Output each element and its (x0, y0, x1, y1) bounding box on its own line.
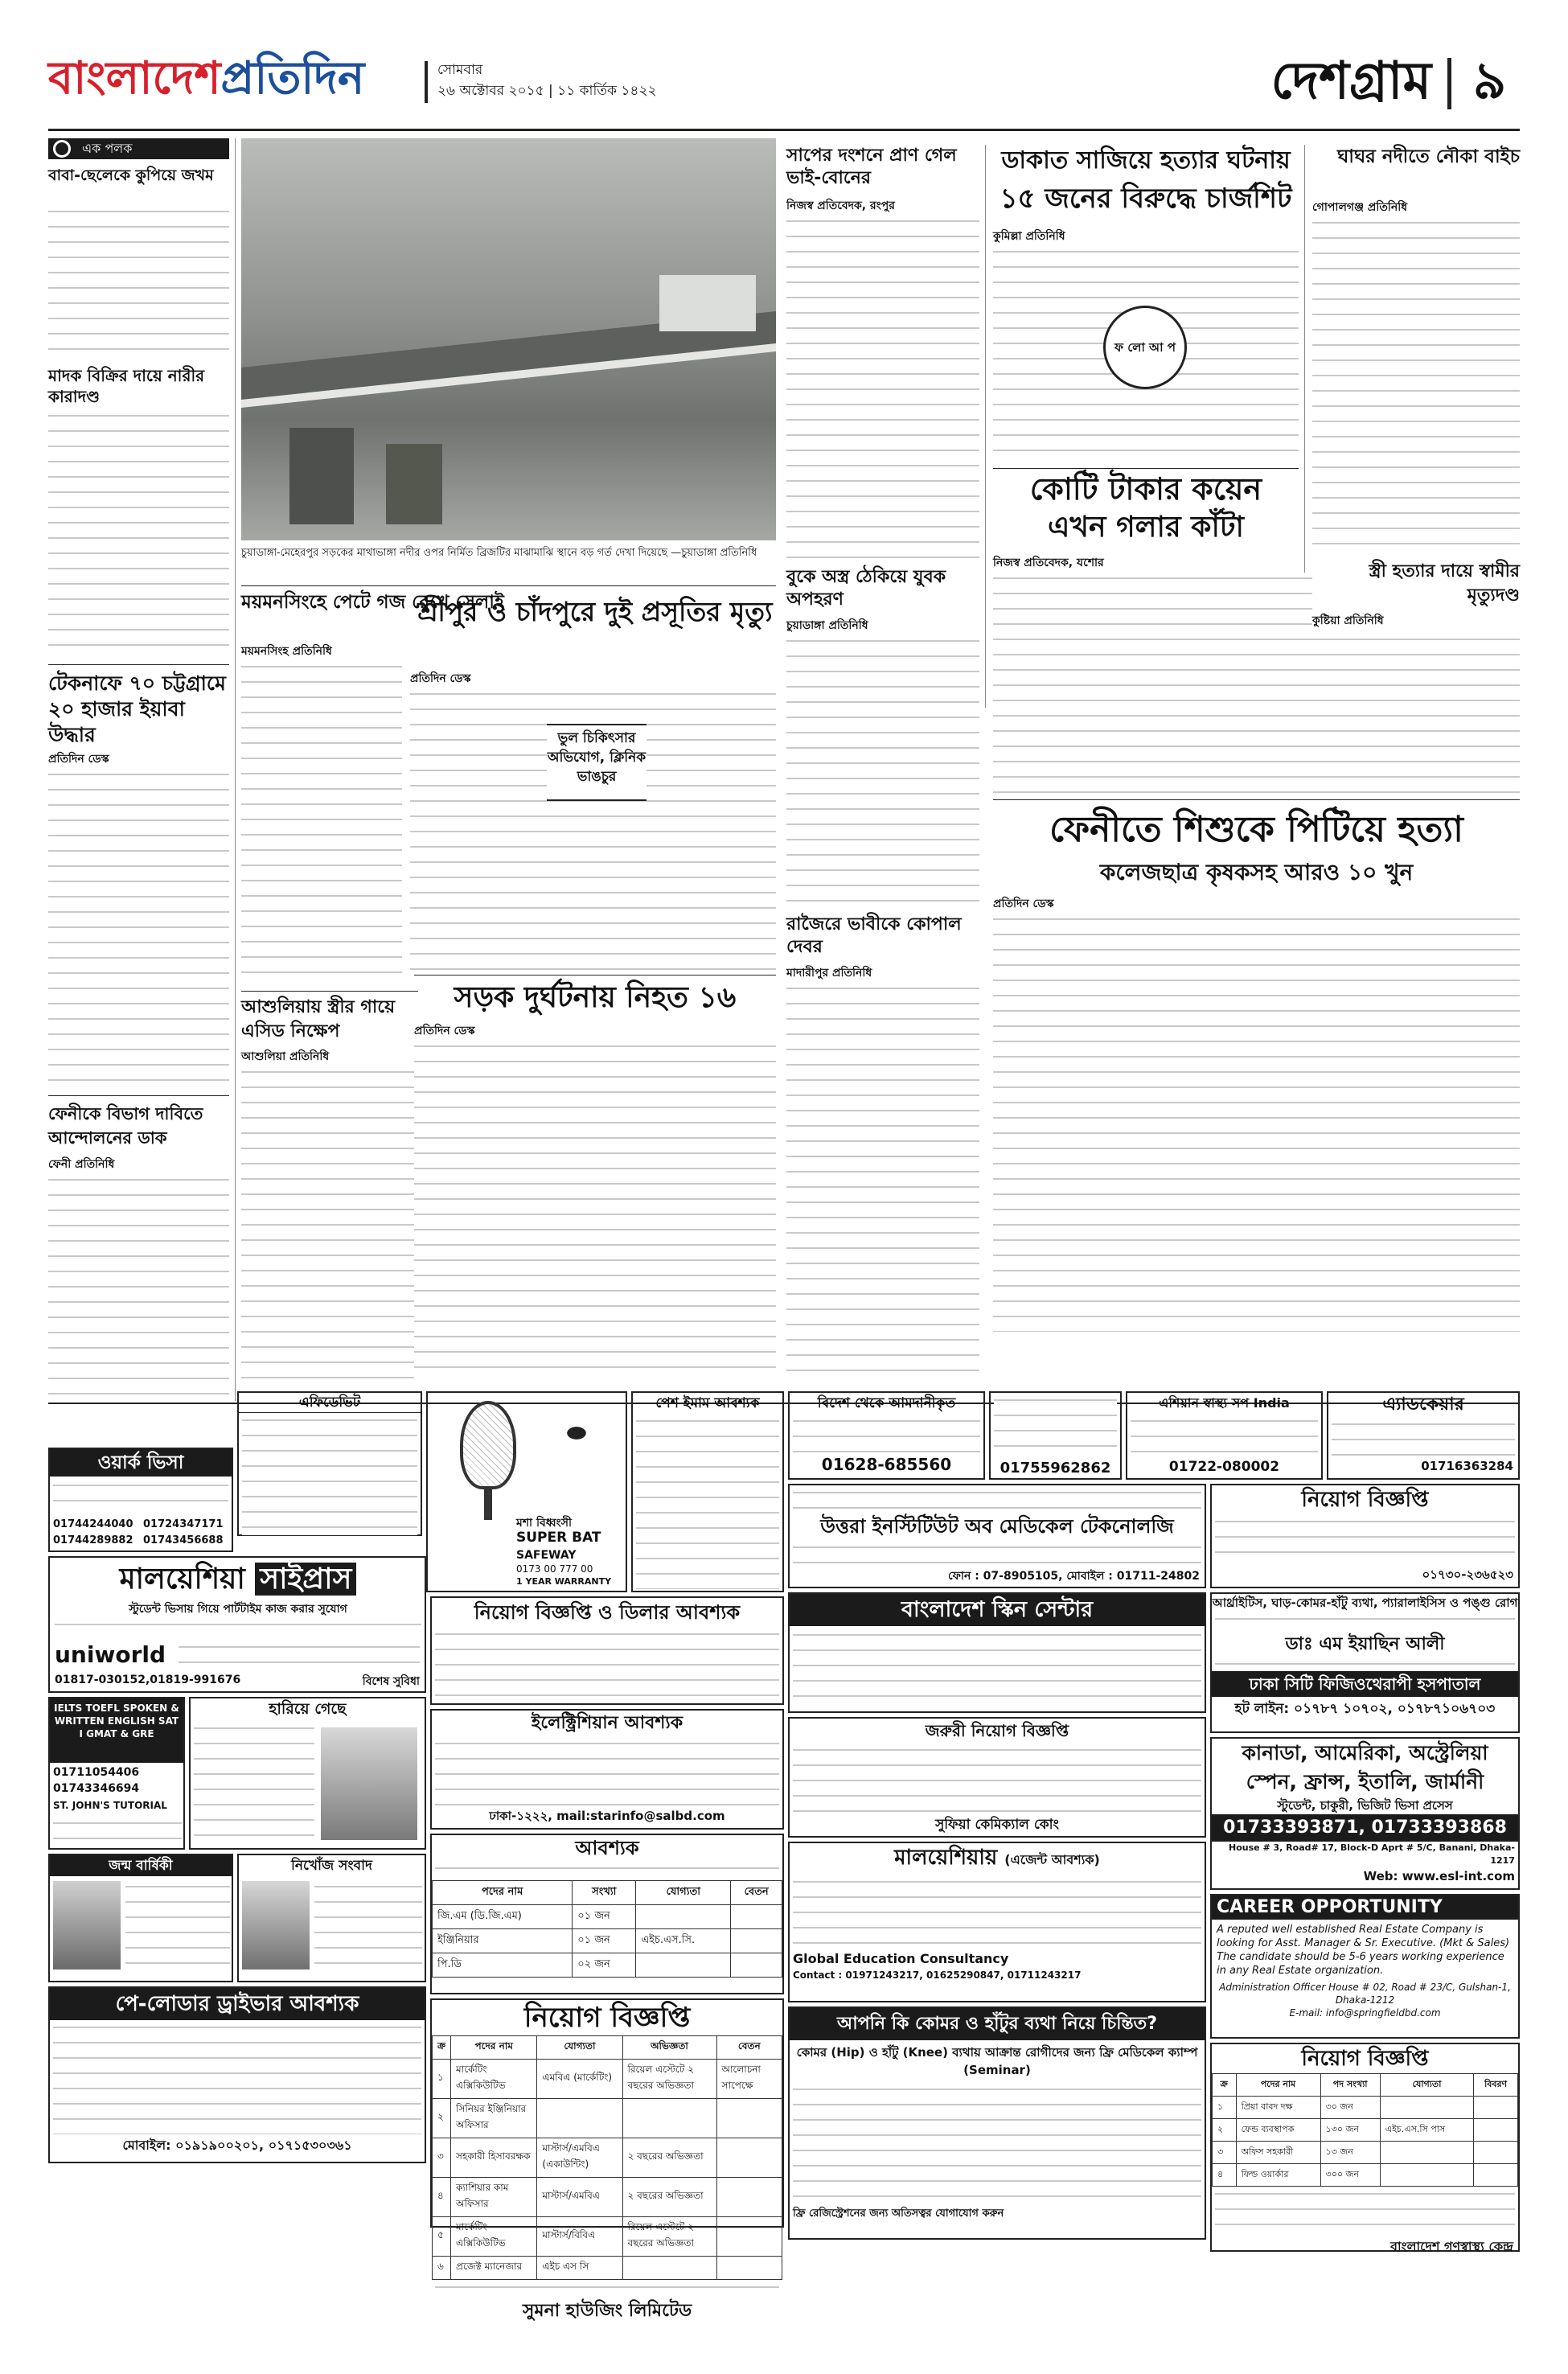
lost-ad: হারিয়ে গেছে (189, 1697, 426, 1850)
table-cell (622, 2099, 716, 2138)
table-header-cell: ক্র (1213, 2074, 1237, 2097)
uniworld-logo: uniworld (55, 1641, 166, 1668)
table-cell: ইঞ্জিনিয়ার (433, 1929, 573, 1953)
table-row (433, 2178, 782, 2217)
abossok-ad: আবশ্যক পদের নাম সংখ্যা যোগ্যতা বেতন জি.এম (ডি.জি.এম) ০১ জন ইঞ্জিনিয়ার ০১ জন এইচ.এস.সি. পি.ডি ০২ জন (430, 1834, 784, 1994)
table-cell: ২ (433, 2099, 451, 2138)
ielts-ad: IELTS TOEFL SPOKEN & WRITTEN ENGLISH SAT I GMAT & GRE 01711054406 01743346694 ST. JOHN'S TUTORIAL (48, 1697, 185, 1850)
masthead-date: ২৬ অক্টোবর ২০১৫ | ১১ কার্তিক ১৪২২ (437, 83, 657, 99)
masthead-day: সোমবার (437, 62, 483, 78)
table-row (433, 2217, 782, 2257)
asian-health-ad: এশিয়ান স্বাস্থ্য সপ India 01722-080002 (1126, 1391, 1323, 1480)
feni-subheadline: কলেজছাত্র কৃষকসহ আরও ১০ খুন (1099, 859, 1414, 885)
table-cell (636, 1953, 731, 1978)
table-cell: মার্কেটিং এক্সিকিউটিভ (451, 2217, 537, 2257)
table-cell: প্রজেক্ট ম্যানেজার (451, 2257, 537, 2280)
bridge-photo (241, 138, 776, 540)
table-cell: ৩০০ জন (1320, 2164, 1380, 2187)
table-cell (1474, 2164, 1518, 2187)
birthday-ad: জন্ম বার্ষিকী (48, 1854, 233, 1982)
story-body (993, 914, 1520, 1332)
story-headline: ফেনীকে বিভাগ দাবিতে আন্দোলনের ডাক (48, 1104, 203, 1148)
missing-ad: নিখোঁজ সংবাদ (237, 1854, 426, 1982)
missing-person-photo (242, 1881, 310, 1969)
dakat-headline-line2: ১৫ জনের বিরুদ্ধে চার্জশিট (999, 183, 1292, 215)
big-niyog-table (432, 2035, 782, 2280)
wife-headline: স্ত্রী হত্যার দায়ে স্বামীর মৃত্যুদণ্ড (1312, 560, 1520, 610)
story-body (241, 1066, 418, 1380)
table-cell: ৩ (1213, 2142, 1237, 2164)
story-body (48, 769, 229, 1090)
story-byline: চুয়াডাঙ্গা প্রতিনিধি (786, 619, 868, 632)
table-cell: জি.এম (ডি.জি.এম) (433, 1905, 573, 1929)
electrician-ad: ইলেক্ট্রিশিয়ান আবশ্যক ঢাকা-১২২২, mail:starinfo@salbd.com (430, 1709, 784, 1830)
table-header-cell: পদ সংখ্যা (1320, 2074, 1380, 2097)
acid-headline: আশুলিয়ায় স্ত্রীর গায়ে এসিড নিক্ষেপ (241, 997, 396, 1041)
uttara-institute-ad: উত্তরা ইনস্টিটিউট অব মেডিকেল টেকনোলজি ফোন : 07-8905105, মোবাইল : 01711-24802 (788, 1484, 1206, 1588)
story-headline: মাদক বিক্রির দায়ে নারীর কারাদণ্ড (48, 366, 205, 406)
table-cell: এমবিএ (মার্কেটিং) (537, 2060, 622, 2099)
br-niyog-ad: নিয়োগ বিজ্ঞপ্তি ক্র পদের নাম পদ সংখ্যা যোগ্যতা বিবরণ ১ প্রিয়া বাবদ দক্ষ ৩০ জন ২ ফেন্ড ব্যবস্থাপক ১৩০ জন এইচ.এস.সি পাস ৩ অফিস সহকারী ১৩ জন ৪ ফিল্ড ওয়ার্কার ৩০০ জন বাংলাদেশ গণস্বাস্থ্য কেন্দ্র (1210, 2043, 1520, 2252)
abossok-table (432, 1880, 782, 1978)
knife-headline: বুকে অস্ত্র ঠেকিয়ে যুবক অপহরণ (786, 567, 946, 610)
skin-center-ad: বাংলাদেশ স্কিন সেন্টার (788, 1592, 1206, 1713)
story-body (414, 1041, 776, 1380)
table-row (433, 1953, 782, 1978)
table-cell: ০২ জন (573, 1953, 636, 1978)
bat-racket-icon (460, 1401, 516, 1489)
table-cell: মাস্টার্স/এমবিএ (537, 2178, 622, 2217)
mosquito-bat-ad: মশা বিধ্বংসী SUPER BAT SAFEWAY 0173 00 777 00 1 YEAR WARRANTY (426, 1391, 627, 1592)
table-header-cell: যোগ্যতা (1380, 2074, 1474, 2097)
table-cell (716, 2099, 782, 2138)
table-cell: ক্যাশিয়ার কাম অফিসার (451, 2178, 537, 2217)
story-byline: গোপালগঞ্জ প্রতিনিধি (1312, 201, 1408, 214)
affidavit-ad: এফিডেভিট (237, 1391, 422, 1536)
story-byline: ফেনী প্রতিনিধি (48, 1158, 115, 1171)
lotion-ad: 01755962862 (989, 1391, 1122, 1480)
table-cell: মার্কেটিং এক্সিকিউটিভ (451, 2060, 537, 2099)
table-header-cell: সংখ্যা (573, 1881, 636, 1905)
table-row (433, 2060, 782, 2099)
boat-headline: ঘাঘর নদীতে নৌকা বাইচ (1337, 146, 1520, 167)
table-cell (1380, 2142, 1474, 2164)
table-cell: মাস্টার্স/বিবিএ (537, 2217, 622, 2257)
table-row (1213, 2142, 1518, 2164)
table-header-cell: বিবরণ (1474, 2074, 1518, 2097)
career-ad: CAREER OPPORTUNITY A reputed well established Real Estate Company is looking for Asst. Manager & Sr. Executive. (Mkt & Sales) The candidate should be 5-6 years working experience in any Real Estate organization. Administration Officer House # 02, Road # 23/C, Gulshan-1, Dhaka-1212 E-mail: info@springfieldbd.com (1210, 1894, 1520, 2039)
table-row (433, 2257, 782, 2280)
table-cell: ৪ (1213, 2164, 1237, 2187)
sreepur-headline: শ্রীপুর ও চাঁদপুরে দুই প্রসূতির মৃত্যু (417, 596, 773, 627)
table-cell: ৬ (433, 2257, 451, 2280)
table-header-cell: অভিজ্ঞতা (622, 2036, 716, 2060)
table-row (1213, 2164, 1518, 2187)
story-byline: প্রতিদিন ডেস্ক (414, 1025, 475, 1037)
table-cell: এইচ.এস.সি পাস (1380, 2119, 1474, 2142)
snake-headline: সাপের দংশনে প্রাণ গেল ভাই-বোনের (786, 146, 957, 188)
table-cell (1380, 2164, 1474, 2187)
table-cell (537, 2099, 622, 2138)
story-body (786, 216, 979, 561)
acupuncture-ad: এ্যাডকেয়ার 01716363284 (1327, 1391, 1520, 1480)
story-body (786, 983, 979, 1385)
table-header-cell: বেতন (731, 1881, 782, 1905)
table-cell (716, 2138, 782, 2178)
dealer-ad: নিয়োগ বিজ্ঞপ্তি ও ডিলার আবশ্যক (430, 1596, 784, 1705)
coin-headline-line1: কোটি টাকার কয়েন (1029, 471, 1262, 507)
table-row (433, 2138, 782, 2178)
malaysia-agent-ad: মালয়েশিয়ায় (এজেন্ট আবশ্যক) Global Education Consultancy Contact : 01971243217, 01625290847, 01711243217 (788, 1842, 1206, 2002)
road-headline: সড়ক দুর্ঘটনায় নিহত ১৬ (454, 981, 737, 1014)
table-cell (1474, 2142, 1518, 2164)
table-cell (716, 2257, 782, 2280)
table-cell: ১ (1213, 2097, 1237, 2119)
sreepur-pullquote: ভুল চিকিৎসার অভিযোগ, ক্লিনিক ভাঙচুর (547, 724, 646, 801)
story-body (1312, 217, 1520, 555)
table-row (1213, 2097, 1518, 2119)
table-cell: ১৩০ জন (1320, 2119, 1380, 2142)
table-cell: অফিস সহকারী (1236, 2142, 1320, 2164)
story-byline: আশুলিয়া প্রতিনিধি (241, 1050, 330, 1063)
table-cell (1474, 2097, 1518, 2119)
table-cell: ১ (433, 2060, 451, 2099)
ek-polok-label: এক পলক (48, 138, 229, 159)
big-niyog-ad: নিয়োগ বিজ্ঞপ্তি ক্র পদের নাম যোগ্যতা অভিজ্ঞতা বেতন ১ মার্কেটিং এক্সিকিউটিভ এমবিএ (মার্কেটিং) রিয়েল এস্টেটে ২ বছরের অভিজ্ঞতা আলোচনা সাপেক্ষে ২ সিনিয়র ইঞ্জিনিয়ার অফিসার ৩ সহকারী হিসাবরক্ষক মাস্টার্স/এমবিএ (একাউন্টিং) ২ বছরের অভিজ্ঞতা ৪ ক্যাশিয়ার কাম অফিসার মাস্টার্স/এমবিএ ২ বছরের অভিজ্ঞতা ৫ মার্কেটিং এক্সিকিউটিভ মাস্টার্স/বিবিএ রিয়েল এস্টেটে ২ বছরের অভিজ্ঞতা ৬ প্রজেক্ট ম্যানেজার এইচ এস সি সুমনা হাউজিং লিমিটেড (430, 1998, 784, 2228)
table-cell: এইচ.এস.সি. (636, 1929, 731, 1953)
section-title: দেশগ্রাম (1270, 51, 1431, 111)
table-cell: ২ বছরের অভিজ্ঞতা (622, 2138, 716, 2178)
table-cell: ৩ (433, 2138, 451, 2178)
photo-caption: চুয়াডাঙ্গা-মেহেরপুর সড়কের মাথাভাঙ্গা নদীর ওপর নির্মিত ব্রিজটির মাঝামাঝি স্থানে বড় গর্ত দেখা দিয়েছে —চুয়াডাঙ্গা প্রতিনিধি (241, 547, 757, 559)
story-byline: প্রতিদিন ডেস্ক (993, 897, 1054, 910)
malaysia-cyprus-ad: মালয়েশিয়া সাইপ্রাস স্টুডেন্ট ভিসায় গিয়ে পার্টটাইম কাজ করার সুযোগ uniworld 01817-030152,01819-991676 বিশেষ সুবিধা (48, 1556, 426, 1693)
table-header-cell: পদের নাম (451, 2036, 537, 2060)
dakat-headline-line1: ডাকাত সাজিয়ে হত্যার ঘটনায় (1001, 146, 1291, 175)
story-headline: টেকনাফে ৭০ চট্টগ্রামে ২০ হাজার ইয়াবা উদ্ধার (48, 672, 226, 746)
table-cell: রিয়েল এস্টেটে ২ বছরের অভিজ্ঞতা (622, 2060, 716, 2099)
page-number: ৯ (1472, 51, 1507, 111)
table-header-cell: পদের নাম (433, 1881, 573, 1905)
table-cell: ৫ (433, 2217, 451, 2257)
table-cell: পি.ডি (433, 1953, 573, 1978)
story-byline: মাদারীপুর প্রতিনিধি (786, 967, 872, 980)
niyog-top-ad: নিয়োগ বিজ্ঞপ্তি ০১৭৩০-২৩৬৫২৩ (1210, 1484, 1520, 1588)
table-cell (716, 2217, 782, 2257)
birthday-person-photo (53, 1881, 121, 1969)
table-cell: রিয়েল এস্টেটে ২ বছরের অভিজ্ঞতা (622, 2217, 716, 2257)
jorury-niyog-ad: জরুরী নিয়োগ বিজ্ঞপ্তি সুফিয়া কেমিক্যাল কোং (788, 1717, 1206, 1838)
table-cell (731, 1929, 782, 1953)
canada-visa-ad: কানাডা, আমেরিকা, অস্ট্রেলিয়া স্পেন, ফ্রান্স, ইতালি, জার্মানী স্টুডেন্ট, চাকুরী, ভিজিট ভিসা প্রসেস 01733393871, 01733393868 House # 3, Road# 17, Block-D Aprt # 5/C, Banani, Dhaka-1217 Web: www.esl-int.com (1210, 1737, 1520, 1890)
story-byline: প্রতিদিন ডেস্ক (48, 753, 109, 766)
table-header-cell: যোগ্যতা (636, 1881, 731, 1905)
table-cell: ০১ জন (573, 1905, 636, 1929)
table-cell: এইচ এস সি (537, 2257, 622, 2280)
table-header-cell: বেতন (716, 2036, 782, 2060)
table-header-cell: ক্র (433, 2036, 451, 2060)
table-cell: প্রিয়া বাবদ দক্ষ (1236, 2097, 1320, 2119)
table-cell (636, 1905, 731, 1929)
table-cell (1474, 2119, 1518, 2142)
sister-headline: রাজৈরে ভাবীকে কোপাল দেবর (786, 914, 962, 957)
table-cell (716, 2178, 782, 2217)
table-cell (731, 1953, 782, 1978)
table-cell (1380, 2097, 1474, 2119)
table-cell: ফিল্ড ওয়ার্কার (1236, 2164, 1320, 2187)
table-cell (622, 2257, 716, 2280)
driver-ad: পে-লোডার ড্রাইভার আবশ্যক মোবাইল: ০১৯১৯০০২০১, ০১৭১৫৩০৩৬১ (48, 1986, 426, 2163)
pesh-imam-ad: পেশ ইমাম আবশ্যক (631, 1391, 784, 1592)
newspaper-name: বাংলাদেশপ্রতিদিন (48, 52, 365, 105)
table-header-cell: পদের নাম (1236, 2074, 1320, 2097)
story-byline: কুষ্টিয়া প্রতিনিধি (1312, 611, 1520, 627)
story-body (48, 410, 229, 659)
table-cell: আলোচনা সাপেক্ষে (716, 2060, 782, 2099)
story-byline: কুমিল্লা প্রতিনিধি (993, 230, 1065, 243)
lost-person-photo (321, 1727, 417, 1840)
story-byline: ময়মনসিংহ প্রতিনিধি (241, 645, 332, 658)
table-header-cell: যোগ্যতা (537, 2036, 622, 2060)
table-cell: ২ বছরের অভিজ্ঞতা (622, 2178, 716, 2217)
story-byline: নিজস্ব প্রতিবেদক, যশোর (993, 557, 1104, 569)
story-body (241, 661, 402, 983)
table-cell: ১৩ জন (1320, 2142, 1380, 2164)
ek-polok-icon (53, 140, 71, 158)
table-row (433, 1905, 782, 1929)
work-visa-ad: ওয়ার্ক ভিসা 01744244040 01724347171 01744289882 01743456688 (48, 1448, 233, 1552)
masthead-rule (48, 129, 1520, 131)
table-cell: ২ (1213, 2119, 1237, 2142)
story-byline: প্রতিদিন ডেস্ক (410, 672, 471, 685)
ek-polok-column (48, 138, 229, 1401)
table-row (1213, 2119, 1518, 2142)
table-cell: মাস্টার্স/এমবিএ (একাউন্টিং) (537, 2138, 622, 2178)
table-cell: সহকারী হিসাবরক্ষক (451, 2138, 537, 2178)
table-row (433, 1929, 782, 1953)
table-cell: সিনিয়র ইঞ্জিনিয়ার অফিসার (451, 2099, 537, 2138)
table-cell (731, 1905, 782, 1929)
story-byline: নিজস্ব প্রতিবেদক, রংপুর (786, 199, 895, 212)
table-cell: ০১ জন (573, 1929, 636, 1953)
story-body (48, 206, 229, 359)
table-cell: ফেন্ড ব্যবস্থাপক (1236, 2119, 1320, 2142)
masthead (48, 47, 1520, 127)
physio-ad: আর্থ্রাইটিস, ঘাড়-কোমর-হাঁটু ব্যথা, প্যারালাইসিস ও পঙ্গু রোগ ডাঃ এম ইয়াছিন আলী ঢাকা সিটি ফিজিওথেরাপী হসপাতাল হট লাইন: ০১৭৮৭ ১০৭০২, ০১৭৮৭১০৬৭০৩ (1210, 1592, 1520, 1733)
knee-camp-ad: আপনি কি কোমর ও হাঁটুর ব্যথা নিয়ে চিন্তিত? কোমর (Hip) ও হাঁটু (Knee) ব্যথায় আক্রান্ত রোগীদের জন্য ফ্রি মেডিকেল ক্যাম্প (Seminar) ফ্রি রেজিস্ট্রেশনের জন্য অতিসত্বর যোগাযোগ করুন (788, 2006, 1206, 2240)
import-ad: বিদেশ থেকে আমদানীকৃত 01628-685560 (788, 1391, 985, 1480)
story-body (48, 1174, 229, 1401)
story-headline: বাবা-ছেলেকে কুপিয়ে জখম (48, 166, 214, 184)
mosquito-icon (540, 1409, 613, 1457)
feni-headline: ফেনীতে শিশুকে পিটিয়ে হত্যা (1049, 809, 1463, 850)
table-cell: ৪ (433, 2178, 451, 2217)
table-row (433, 2099, 782, 2138)
story-body (786, 635, 979, 909)
br-niyog-table (1212, 2073, 1518, 2187)
coin-headline-line2: এখন গলার কাঁটা (1048, 511, 1244, 544)
followup-badge: ফ লো আ প (1103, 306, 1187, 389)
table-cell: ৩০ জন (1320, 2097, 1380, 2119)
mymensingh-headline: ময়মনসিংহে পেটে গজ রেখে সেলাই (241, 592, 504, 613)
